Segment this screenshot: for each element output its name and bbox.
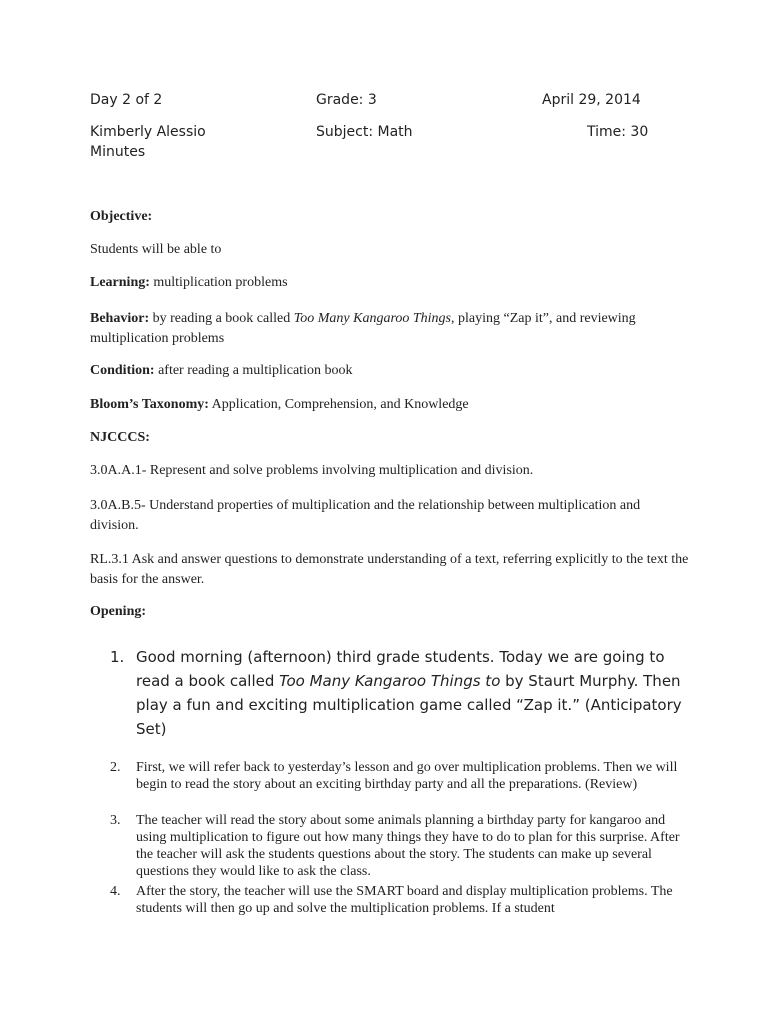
opening-item-2 [110, 759, 690, 811]
condition-line [90, 363, 352, 379]
item1-pre: Good morning (afternoon) third grade students. Today we are going to read a book called [136, 648, 665, 690]
objective-intro: Students will be able to [90, 242, 222, 257]
behavior-line [90, 309, 690, 349]
item1-book-title: Too Many Kangaroo Things to [279, 672, 501, 690]
item-number: 3. [110, 813, 121, 828]
opening-item-4 [110, 883, 690, 923]
item1-post: by Staurt Murphy. Then play a fun and exciting multiplication game called “Zap it.” (Anticipatory Set) [136, 672, 682, 738]
item-text: First, we will refer back to yesterday’s lesson and go over multiplication problems. Then we will begin to read the story about an exciting birthday party and all the preparations. (Review) [136, 760, 678, 792]
behavior-post: , playing “Zap it”, and reviewing multiplication problems [90, 311, 636, 346]
objective-heading-text: Objective: [90, 209, 153, 224]
blooms-text: Application, Comprehension, and Knowledge [208, 397, 469, 412]
day-label: Day 2 of 2 [90, 92, 163, 108]
item-text [136, 645, 696, 741]
time-label: Time: 30 [587, 124, 649, 140]
behavior-book-title: Too Many Kangaroo Things [293, 311, 452, 326]
behavior-pre: by reading a book called [149, 311, 294, 326]
item-text: The teacher will read the story about some animals planning a birthday party for kangaroo and using multiplication to figure out how many things they have to do to plan for this surprise. After the teacher will ask the students questions about the story. The students can make up several questions they would like to ask the class. [136, 813, 680, 879]
standards-heading [90, 430, 150, 446]
item-number: 1. [110, 648, 125, 666]
subject-label: Subject: Math [316, 124, 413, 140]
blooms-line [90, 397, 469, 413]
teacher-name: Kimberly Alessio [90, 124, 206, 140]
learning-text: multiplication problems [149, 275, 288, 290]
item-number: 4. [110, 884, 121, 899]
item-number: 2. [110, 760, 121, 775]
blooms-label: Bloom’s Taxonomy: [90, 397, 209, 412]
objective-heading [90, 209, 152, 225]
grade-label: Grade: 3 [316, 92, 377, 108]
standard-3: RL.3.1 Ask and answer questions to demonstrate understanding of a text, referring explicitly to the text the basis for the answer. [90, 552, 689, 587]
time-unit: Minutes [90, 144, 146, 160]
learning-label: Learning: [90, 275, 150, 290]
behavior-label: Behavior: [90, 311, 150, 326]
date-label: April 29, 2014 [542, 92, 641, 108]
standard-2: 3.0A.B.5- Understand properties of multiplication and the relationship between multiplication and division. [90, 498, 641, 533]
condition-label: Condition: [90, 363, 155, 378]
standard-1: 3.0A.A.1- Represent and solve problems involving multiplication and division. [90, 463, 534, 478]
opening-heading-text: Opening: [90, 604, 147, 619]
opening-item-1 [110, 645, 690, 745]
opening-heading [90, 604, 146, 620]
condition-text: after reading a multiplication book [154, 363, 353, 378]
learning-line [90, 275, 288, 291]
standards-heading-text: NJCCCS: [90, 430, 150, 445]
item-text: After the story, the teacher will use the SMART board and display multiplication problems. The students will then go up and solve the multiplication problems. If a student [136, 884, 673, 916]
opening-item-3 [110, 812, 690, 882]
